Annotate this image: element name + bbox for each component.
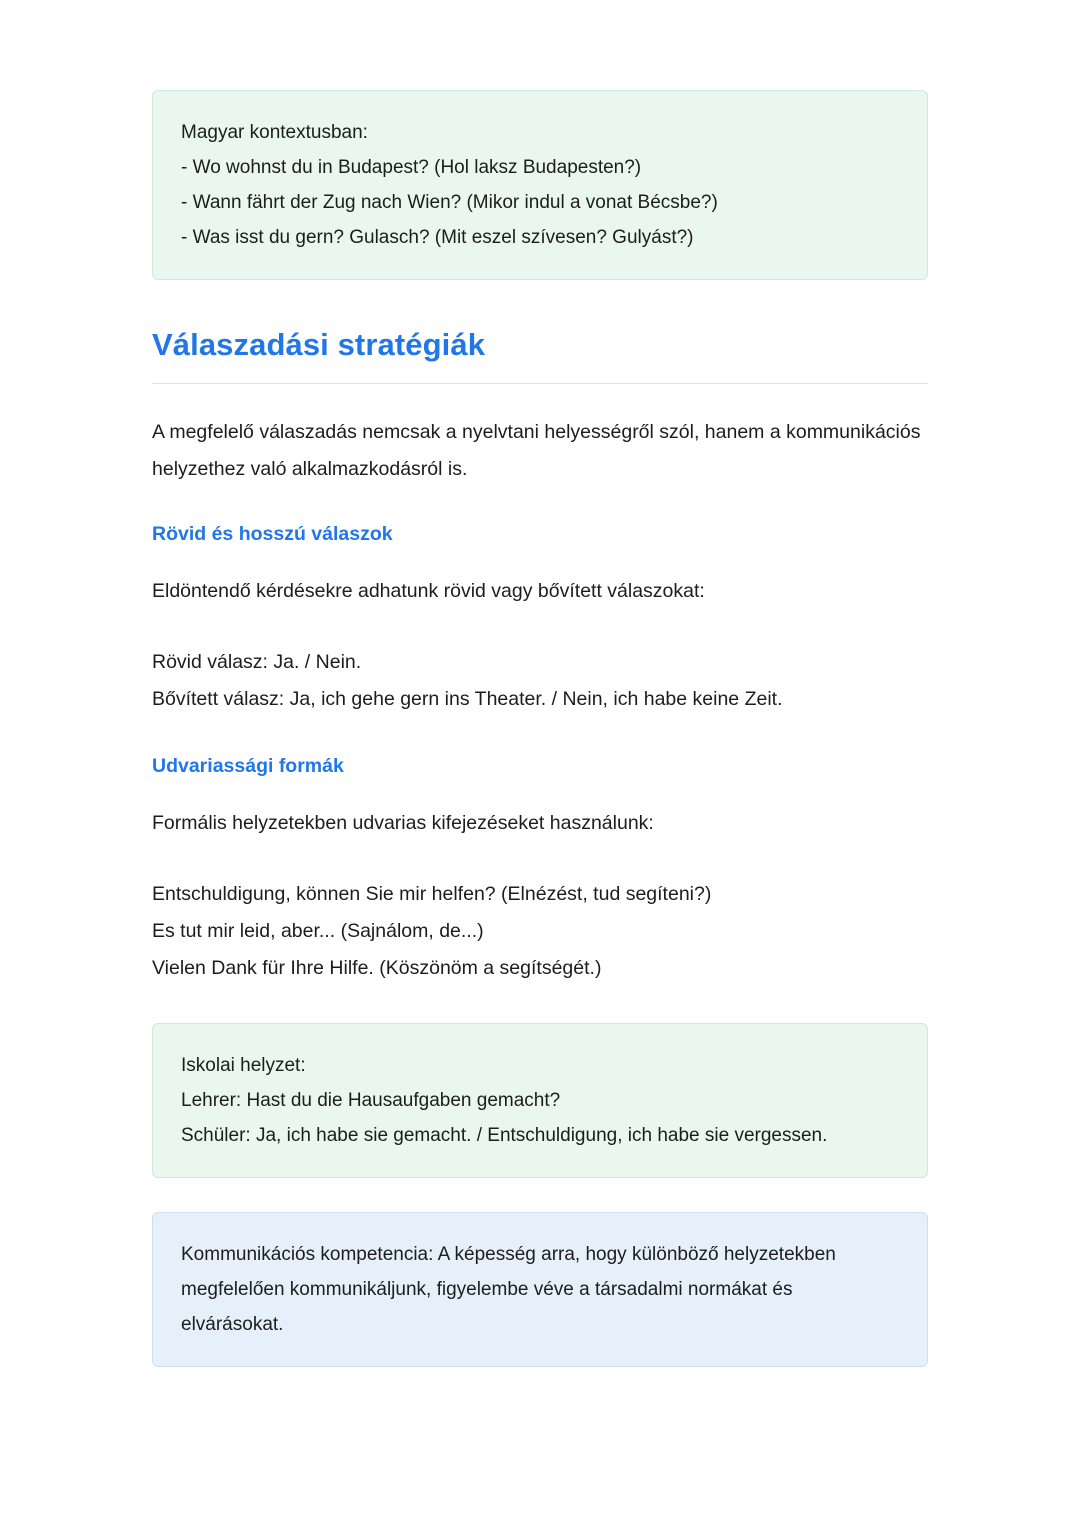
examples-politeness xyxy=(152,876,928,987)
section-heading: Válaszadási stratégiák xyxy=(152,327,486,362)
example-line: Entschuldigung, können Sie mir helfen? (Elnézést, tud segíteni?) xyxy=(152,883,712,906)
callout-communication-competence xyxy=(152,1212,928,1367)
callout-line: Lehrer: Hast du die Hausaufgaben gemacht? xyxy=(181,1090,561,1112)
example-line: Vielen Dank für Ihre Hilfe. (Köszönöm a segítségét.) xyxy=(152,957,602,980)
callout-line: Iskolai helyzet: xyxy=(181,1055,306,1077)
callout-line: Schüler: Ja, ich habe sie gemacht. / Entschuldigung, ich habe sie vergessen. xyxy=(181,1125,828,1147)
subsection-heading-politeness: Udvariassági formák xyxy=(152,755,344,778)
example-line: Rövid válasz: Ja. / Nein. xyxy=(152,651,362,674)
subsection-paragraph-short-long: Eldöntendő kérdésekre adhatunk rövid vagy bővített válaszokat: xyxy=(152,580,705,603)
examples-short-long xyxy=(152,644,928,718)
intro-paragraph: A megfelelő válaszadás nemcsak a nyelvtani helyességről szól, hanem a kommunikációs helyzethez való alkalmazkodásról is. xyxy=(152,420,921,480)
callout-line: - Wo wohnst du in Budapest? (Hol laksz Budapesten?) xyxy=(181,157,642,178)
subsection-heading-short-long: Rövid és hosszú válaszok xyxy=(152,522,393,545)
callout-line: - Was isst du gern? Gulasch? (Mit eszel szívesen? Gulyást?) xyxy=(181,227,694,248)
example-line: Bővített válasz: Ja, ich gehe gern ins Theater. / Nein, ich habe keine Zeit. xyxy=(152,688,783,711)
section-divider xyxy=(152,383,928,384)
callout-line: - Wann fährt der Zug nach Wien? (Mikor indul a vonat Bécsbe?) xyxy=(181,192,718,213)
callout-text: Kommunikációs kompetencia: A képesség arra, hogy különböző helyzetekben megfelelően kommunikáljunk, figyelembe véve a társadalmi normákat és elvárásokat. xyxy=(181,1244,836,1336)
callout-hungarian-context xyxy=(152,90,928,280)
callout-school-situation xyxy=(152,1023,928,1178)
example-line: Es tut mir leid, aber... (Sajnálom, de...) xyxy=(152,920,484,943)
callout-line: Magyar kontextusban: xyxy=(181,122,368,143)
subsection-paragraph-politeness: Formális helyzetekben udvarias kifejezéseket használunk: xyxy=(152,812,654,835)
